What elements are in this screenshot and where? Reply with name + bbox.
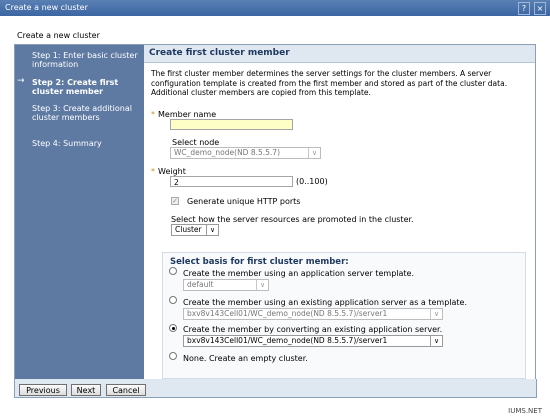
existing-template-dropdown[interactable]: bxv8v143Cell01/WC_demo_node(ND 8.5.5.7)/server1 ∨ xyxy=(183,308,443,320)
basis-radio-existing-template[interactable] xyxy=(169,296,177,304)
next-button[interactable]: Next xyxy=(71,384,101,396)
basis-title: Select basis for first cluster member: xyxy=(170,257,349,267)
step-3: Step 3: Create additional cluster members xyxy=(32,104,132,122)
basis-option-existing-template: Create the member using an existing application server as a template. xyxy=(183,298,468,307)
generate-ports-label: Generate unique HTTP ports xyxy=(187,197,301,206)
convert-server-dropdown[interactable]: bxv8v143Cell01/WC_demo_node(ND 8.5.5.7)/server1 ∨ xyxy=(183,335,443,347)
basis-radio-template[interactable] xyxy=(169,267,177,275)
wizard-subtitle: Create a new cluster xyxy=(17,31,100,40)
basis-radio-empty[interactable] xyxy=(169,352,177,360)
step-2: Step 2: Create first cluster member xyxy=(32,78,119,96)
select-node-label: Select node xyxy=(172,138,220,147)
help-icon[interactable]: ? xyxy=(518,2,530,15)
basis-option-empty: None. Create an empty cluster. xyxy=(183,354,308,363)
cancel-button[interactable]: Cancel xyxy=(106,384,146,396)
panel-title: Create first cluster member xyxy=(149,48,290,58)
chevron-down-icon: ∨ xyxy=(308,148,320,158)
chevron-down-icon: ∨ xyxy=(430,309,442,319)
panel-header xyxy=(144,45,535,63)
step-1: Step 1: Enter basic cluster information xyxy=(32,51,138,69)
chevron-down-icon: ∨ xyxy=(206,225,218,235)
current-step-arrow-icon: → xyxy=(17,76,25,86)
select-node-dropdown[interactable]: WC_demo_node(ND 8.5.5.7) ∨ xyxy=(170,147,321,159)
promote-label: Select how the server resources are promoted in the cluster. xyxy=(171,215,414,224)
watermark: IUMS.NET xyxy=(508,407,542,415)
promote-dropdown[interactable]: Cluster ∨ xyxy=(171,224,219,236)
member-name-label: * Member name xyxy=(151,110,217,119)
required-marker: * xyxy=(151,110,155,119)
generate-ports-checkbox[interactable] xyxy=(171,197,179,205)
wizard-frame xyxy=(14,44,536,381)
weight-range: (0..100) xyxy=(296,177,328,186)
panel-description: The first cluster member determines the server settings for the cluster members. A server configuration template is created from the first member and stored as part of the cluster data. Additional cluster members are copied from this template. xyxy=(151,69,508,97)
steps-sidebar xyxy=(15,45,144,380)
member-name-input[interactable] xyxy=(170,119,293,130)
chevron-down-icon: ∨ xyxy=(430,336,442,346)
button-bar xyxy=(14,379,537,398)
close-icon[interactable]: × xyxy=(534,2,546,15)
basis-option-convert: Create the member by converting an existing application server. xyxy=(183,325,443,334)
check-icon: ✓ xyxy=(172,197,178,205)
main-panel xyxy=(144,45,535,380)
step-4: Step 4: Summary xyxy=(32,139,102,148)
basis-option-template: Create the member using an application server template. xyxy=(183,269,414,278)
weight-label: * Weight xyxy=(151,167,186,176)
basis-radio-convert[interactable] xyxy=(169,324,177,332)
title-bar xyxy=(0,0,550,16)
window-title: Create a new cluster xyxy=(5,3,88,12)
basis-group xyxy=(162,252,526,379)
template-dropdown[interactable]: default ∨ xyxy=(183,279,269,291)
previous-button[interactable]: Previous xyxy=(19,384,67,396)
chevron-down-icon: ∨ xyxy=(256,280,268,290)
weight-input[interactable]: 2 xyxy=(170,176,293,187)
